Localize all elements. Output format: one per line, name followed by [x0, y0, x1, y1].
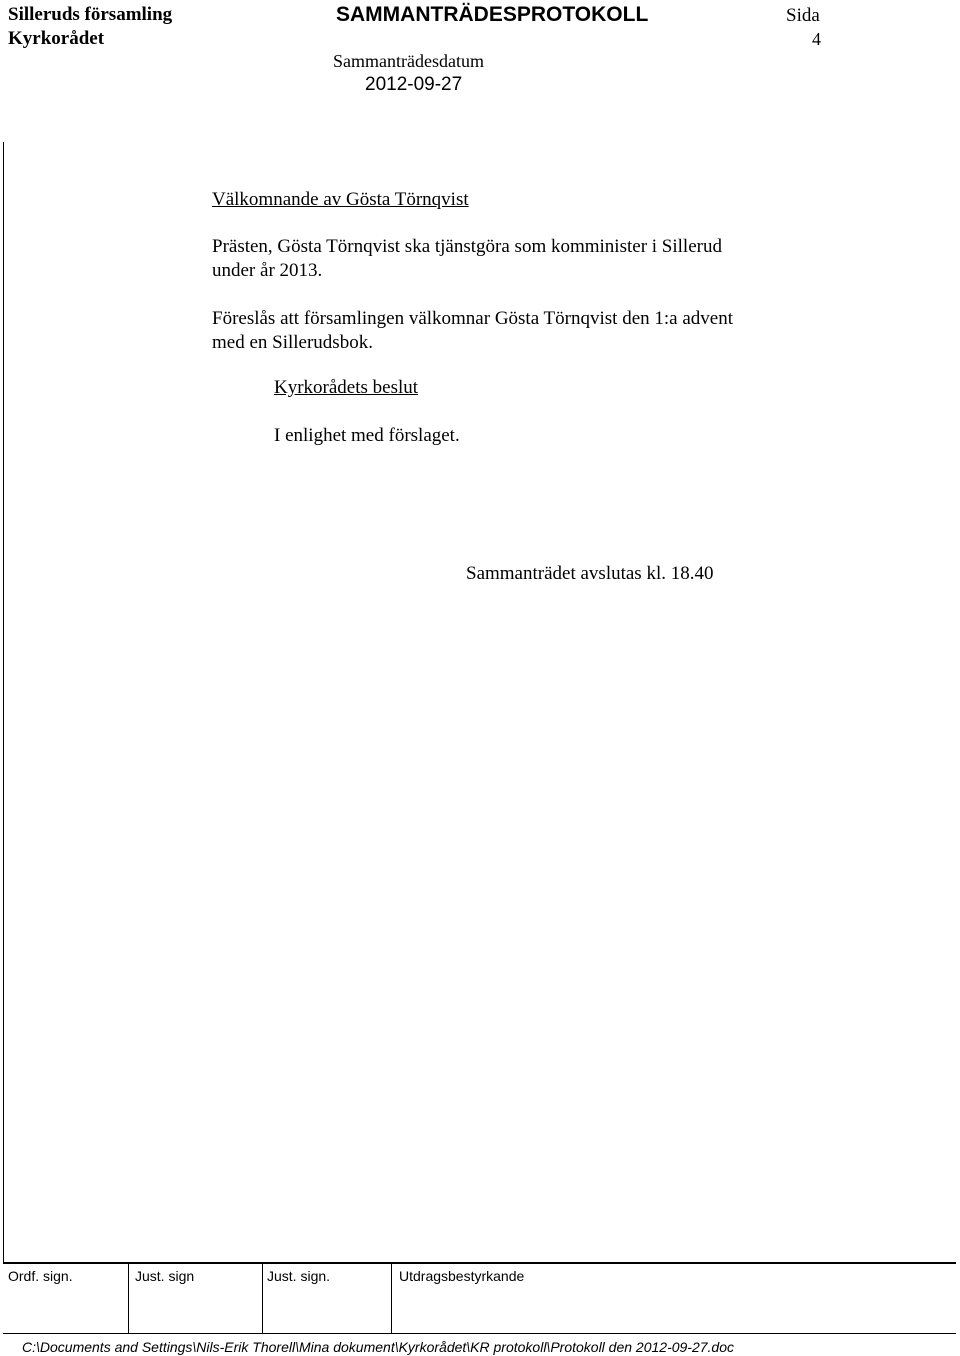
signature-row-top-border [3, 1262, 956, 1264]
paragraph-2-line-2: med en Sillerudsbok. [212, 332, 373, 353]
paragraph-1-line-2: under år 2013. [212, 260, 323, 281]
signature-divider [262, 1262, 263, 1334]
left-margin-border [3, 142, 4, 1264]
paragraph-2-line-1: Föreslås att församlingen välkomnar Gösta Törnqvist den 1:a advent [212, 308, 733, 329]
paragraph-1-line-1: Prästen, Gösta Törnqvist ska tjänstgöra som komminister i Sillerud [212, 236, 722, 257]
extract-certification-label: Utdragsbestyrkande [399, 1268, 525, 1284]
meeting-date-value: 2012-09-27 [365, 74, 463, 95]
meeting-date-label: Sammanträdesdatum [333, 51, 484, 71]
decision-text: I enlighet med förslaget. [274, 425, 460, 446]
footer-file-path: C:\Documents and Settings\Nils-Erik Thorell\Mina dokument\Kyrkorådet\KR protokoll\Protokoll den 2012-09-27.doc [22, 1339, 735, 1355]
footer-border [3, 1333, 956, 1334]
page-number: 4 [812, 29, 821, 49]
board-name: Kyrkorådet [8, 28, 105, 49]
document-title: SAMMANTRÄDESPROTOKOLL [336, 3, 649, 26]
chair-signature-label: Ordf. sign. [8, 1268, 73, 1284]
adjuster-signature-label-2: Just. sign. [267, 1268, 331, 1284]
paragraph-2 [212, 307, 733, 355]
signature-divider [128, 1262, 129, 1334]
section-heading: Välkomnande av Gösta Törnqvist [212, 189, 469, 210]
adjuster-signature-label-1: Just. sign [135, 1268, 195, 1284]
paragraph-1 [212, 235, 722, 283]
organization-name: Silleruds församling [8, 4, 173, 25]
page-label: Sida [786, 5, 820, 26]
signature-divider [391, 1262, 392, 1334]
closing-text: Sammanträdet avslutas kl. 18.40 [466, 563, 714, 584]
decision-heading: Kyrkorådets beslut [274, 377, 419, 398]
